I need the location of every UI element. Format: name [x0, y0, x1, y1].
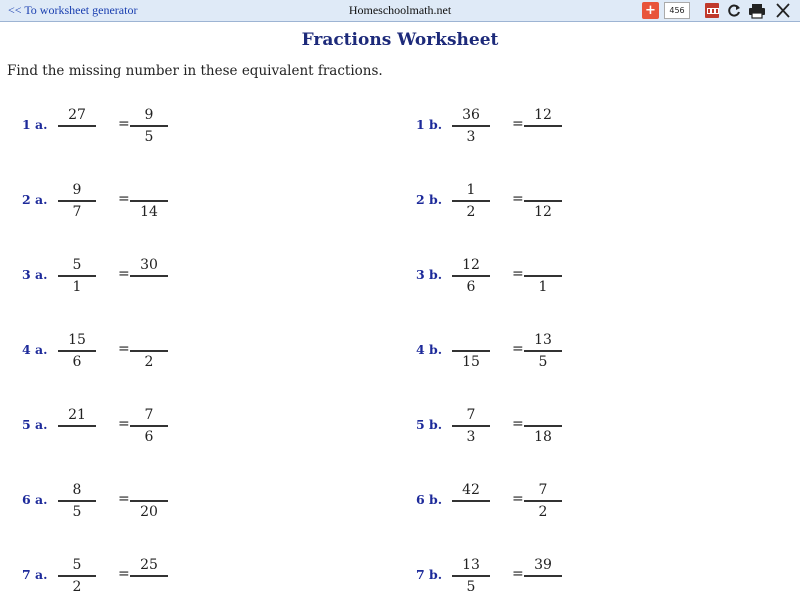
fraction-problem	[416, 256, 616, 300]
instruction-text: Find the missing number in these equivalent fractions.	[7, 63, 383, 79]
site-name: Homeschoolmath.net	[348, 3, 452, 17]
numerator	[130, 481, 168, 499]
problem-label: 1 b.	[416, 117, 443, 132]
problem-label: 7 a.	[22, 567, 48, 582]
fraction-problem	[22, 106, 222, 150]
fraction-bar	[452, 425, 490, 427]
problem-label: 5 b.	[416, 417, 443, 432]
right-fraction	[130, 331, 168, 375]
fraction-problem	[416, 481, 616, 525]
left-fraction	[452, 481, 490, 525]
denominator: 7	[72, 204, 82, 220]
numerator: 7	[538, 482, 548, 498]
right-fraction	[130, 406, 168, 450]
left-fraction	[58, 106, 96, 150]
fraction-problem	[22, 331, 222, 375]
fraction-bar	[524, 350, 562, 352]
fraction-problem	[416, 181, 616, 225]
refresh-icon[interactable]	[726, 2, 742, 19]
fraction-bar	[130, 275, 168, 277]
right-fraction	[130, 181, 168, 225]
equals-sign: =	[118, 491, 130, 507]
numerator: 13	[534, 332, 552, 348]
right-fraction	[524, 181, 562, 225]
numerator: 8	[72, 482, 82, 498]
fraction-bar	[130, 425, 168, 427]
numerator: 7	[466, 407, 476, 423]
fraction-problem	[22, 256, 222, 300]
denominator	[58, 428, 96, 446]
equals-sign: =	[118, 116, 130, 132]
denominator: 6	[72, 354, 82, 370]
problem-label: 2 a.	[22, 192, 48, 207]
equals-sign: =	[512, 191, 524, 207]
fraction-bar	[58, 125, 96, 127]
numerator: 1	[466, 182, 476, 198]
denominator: 1	[538, 279, 548, 295]
numerator: 39	[534, 557, 552, 573]
add-plus-button[interactable]: +	[642, 2, 659, 19]
denominator: 2	[72, 579, 82, 595]
problem-label: 4 b.	[416, 342, 443, 357]
top-toolbar	[0, 0, 800, 22]
problem-label: 1 a.	[22, 117, 48, 132]
denominator: 5	[466, 579, 476, 595]
numerator: 42	[462, 482, 480, 498]
numerator	[130, 331, 168, 349]
numerator	[130, 181, 168, 199]
numerator: 25	[140, 557, 158, 573]
numerator: 30	[140, 257, 158, 273]
denominator: 15	[462, 354, 480, 370]
pdf-icon[interactable]	[704, 2, 722, 19]
denominator	[58, 128, 96, 146]
problem-label: 6 a.	[22, 492, 48, 507]
close-icon[interactable]	[774, 2, 792, 19]
fraction-bar	[130, 125, 168, 127]
fraction-bar	[452, 575, 490, 577]
numerator: 27	[68, 107, 86, 123]
fraction-bar	[524, 575, 562, 577]
left-fraction	[452, 556, 490, 600]
right-fraction	[524, 106, 562, 150]
fraction-bar	[452, 275, 490, 277]
fraction-problem	[22, 481, 222, 525]
numerator: 12	[462, 257, 480, 273]
left-fraction	[452, 256, 490, 300]
numerator: 12	[534, 107, 552, 123]
numerator	[524, 406, 562, 424]
fraction-bar	[524, 500, 562, 502]
numerator: 36	[462, 107, 480, 123]
right-fraction	[130, 481, 168, 525]
numerator: 9	[144, 107, 154, 123]
problem-label: 7 b.	[416, 567, 443, 582]
right-fraction	[524, 406, 562, 450]
problem-label: 3 b.	[416, 267, 443, 282]
right-fraction	[130, 556, 168, 600]
back-to-generator-link[interactable]: << To worksheet generator	[8, 3, 138, 17]
denominator: 6	[144, 429, 154, 445]
fraction-bar	[58, 425, 96, 427]
numerator: 5	[72, 557, 82, 573]
numerator: 21	[68, 407, 86, 423]
equals-sign: =	[118, 191, 130, 207]
fraction-bar	[452, 125, 490, 127]
numerator	[524, 181, 562, 199]
left-fraction	[58, 256, 96, 300]
equals-sign: =	[118, 416, 130, 432]
fraction-problem	[22, 556, 222, 600]
numerator: 5	[72, 257, 82, 273]
denominator: 2	[144, 354, 154, 370]
problem-label: 3 a.	[22, 267, 48, 282]
left-fraction	[452, 331, 490, 375]
page-title: Fractions Worksheet	[301, 30, 499, 50]
numerator	[524, 256, 562, 274]
left-fraction	[58, 406, 96, 450]
fraction-bar	[58, 275, 96, 277]
fraction-bar	[524, 425, 562, 427]
left-fraction	[58, 556, 96, 600]
right-fraction	[524, 481, 562, 525]
fraction-bar	[452, 350, 490, 352]
denominator: 2	[538, 504, 548, 520]
right-fraction	[524, 556, 562, 600]
fraction-bar	[58, 350, 96, 352]
right-fraction	[130, 256, 168, 300]
right-fraction	[524, 331, 562, 375]
right-fraction	[524, 256, 562, 300]
numerator: 13	[462, 557, 480, 573]
fraction-bar	[130, 500, 168, 502]
problem-label: 5 a.	[22, 417, 48, 432]
fraction-bar	[524, 125, 562, 127]
numerator: 7	[144, 407, 154, 423]
fraction-problem	[22, 181, 222, 225]
left-fraction	[452, 181, 490, 225]
denominator: 3	[466, 129, 476, 145]
share-count-badge: 456	[664, 2, 690, 19]
denominator: 5	[538, 354, 548, 370]
denominator: 20	[140, 504, 158, 520]
denominator	[524, 128, 562, 146]
fraction-problem	[416, 106, 616, 150]
denominator	[524, 578, 562, 596]
print-icon[interactable]	[748, 2, 766, 19]
numerator	[452, 331, 490, 349]
fraction-bar	[58, 200, 96, 202]
denominator: 12	[534, 204, 552, 220]
problem-label: 2 b.	[416, 192, 443, 207]
fraction-bar	[130, 575, 168, 577]
equals-sign: =	[118, 341, 130, 357]
problem-label: 4 a.	[22, 342, 48, 357]
numerator: 15	[68, 332, 86, 348]
equals-sign: =	[512, 491, 524, 507]
fraction-bar	[130, 350, 168, 352]
equals-sign: =	[512, 341, 524, 357]
numerator: 9	[72, 182, 82, 198]
fraction-problem	[416, 331, 616, 375]
equals-sign: =	[118, 266, 130, 282]
equals-sign: =	[118, 566, 130, 582]
fraction-bar	[58, 575, 96, 577]
denominator: 3	[466, 429, 476, 445]
right-fraction	[130, 106, 168, 150]
denominator	[452, 503, 490, 521]
problem-label: 6 b.	[416, 492, 443, 507]
fraction-problem	[416, 556, 616, 600]
fraction-bar	[58, 500, 96, 502]
denominator: 1	[72, 279, 82, 295]
equals-sign: =	[512, 416, 524, 432]
denominator	[130, 278, 168, 296]
fraction-bar	[524, 200, 562, 202]
denominator: 2	[466, 204, 476, 220]
fraction-bar	[452, 200, 490, 202]
denominator: 5	[144, 129, 154, 145]
equals-sign: =	[512, 566, 524, 582]
fraction-problem	[416, 406, 616, 450]
fraction-bar	[130, 200, 168, 202]
left-fraction	[58, 481, 96, 525]
denominator	[130, 578, 168, 596]
left-fraction	[58, 331, 96, 375]
fraction-problem	[22, 406, 222, 450]
left-fraction	[58, 181, 96, 225]
denominator: 14	[140, 204, 158, 220]
denominator: 18	[534, 429, 552, 445]
equals-sign: =	[512, 116, 524, 132]
left-fraction	[452, 106, 490, 150]
fraction-bar	[524, 275, 562, 277]
denominator: 6	[466, 279, 476, 295]
denominator: 5	[72, 504, 82, 520]
left-fraction	[452, 406, 490, 450]
fraction-bar	[452, 500, 490, 502]
equals-sign: =	[512, 266, 524, 282]
